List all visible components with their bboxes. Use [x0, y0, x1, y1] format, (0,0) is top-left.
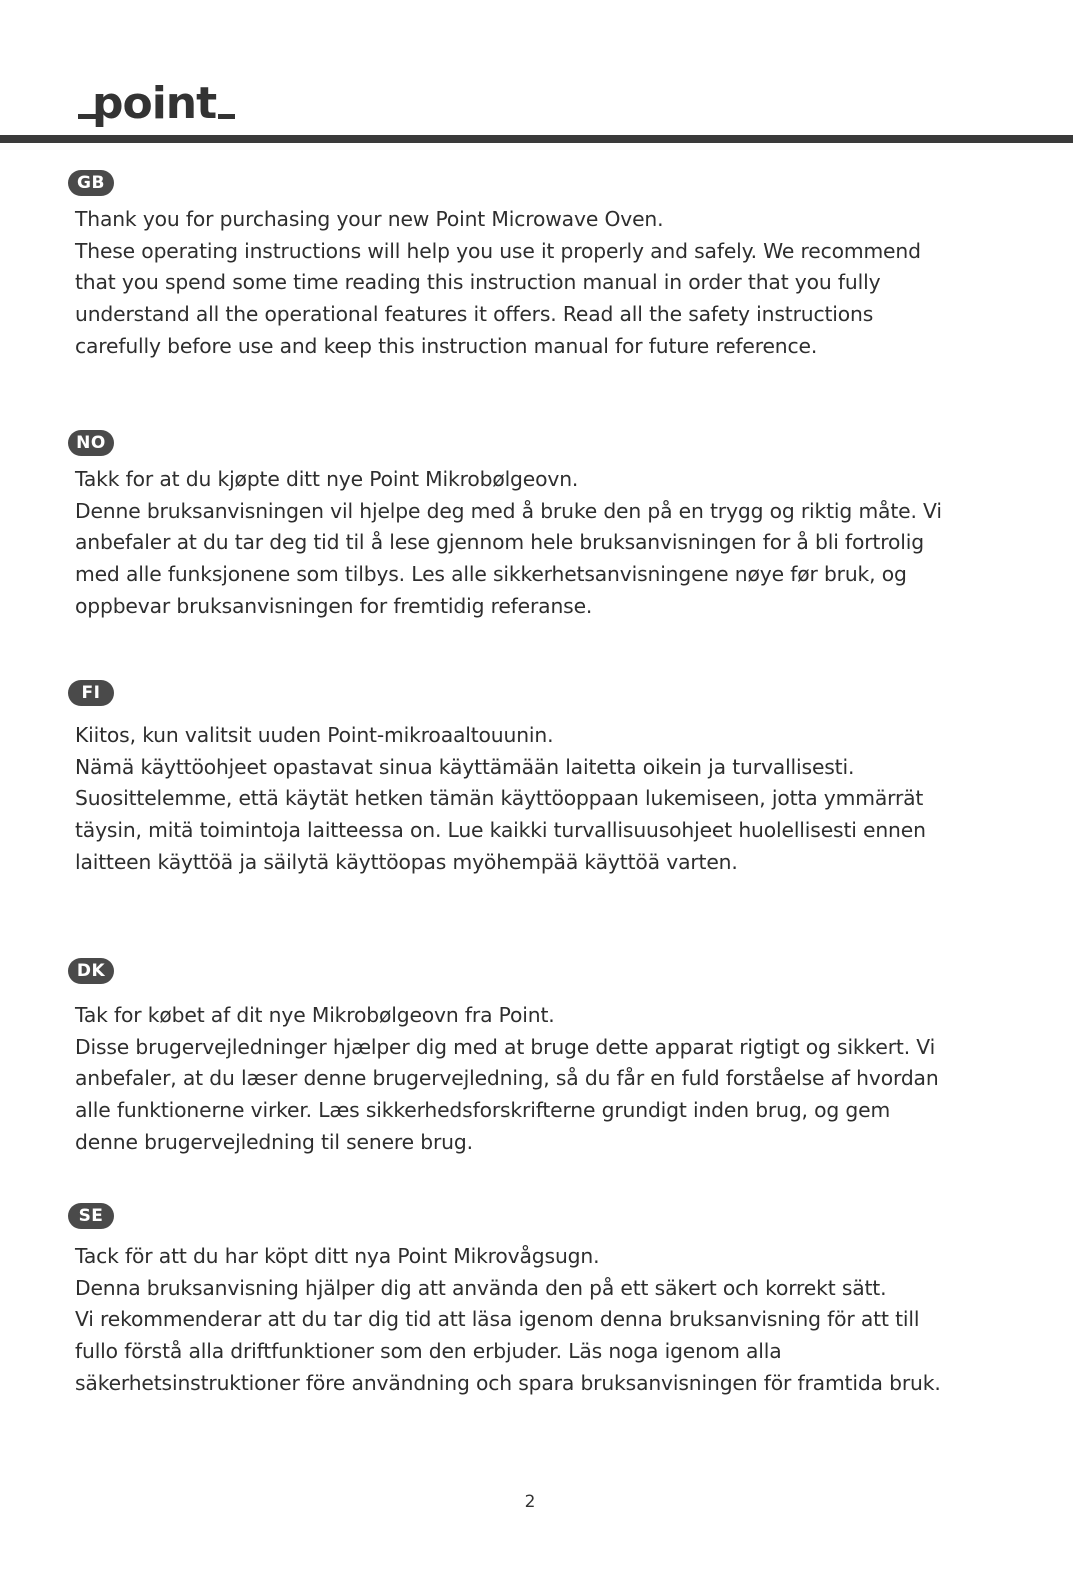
page-number: 2	[524, 1492, 536, 1512]
text-line: alle funktionerne virker. Læs sikkerhedsforskrifterne grundigt inden brug, og gem	[75, 1098, 891, 1123]
section-no-text	[75, 464, 942, 623]
text-line: laitteen käyttöä ja säilytä käyttöopas myöhempää käyttöä varten.	[75, 849, 738, 874]
text-line: säkerhetsinstruktioner före användning och spara bruksanvisningen för framtida bruk.	[75, 1370, 941, 1395]
language-badge-dk: DK	[68, 958, 114, 984]
text-line: understand all the operational features it offers. Read all the safety instructions	[75, 302, 874, 327]
text-line: Tack för att du har köpt ditt nya Point Mikrovågsugn.	[75, 1244, 600, 1268]
section-gb-text	[75, 204, 921, 363]
language-badge-no: NO	[68, 430, 114, 456]
text-line: Vi rekommenderar att du tar dig tid att läsa igenom denna bruksanvisning för att till	[75, 1307, 920, 1332]
text-line: oppbevar bruksanvisningen for fremtidig referanse.	[75, 593, 593, 618]
text-line: Denne bruksanvisningen vil hjelpe deg med å bruke den på en trygg og riktig måte. Vi	[75, 498, 942, 523]
text-line: Takk for at du kjøpte ditt nye Point Mikrobølgeovn.	[75, 467, 579, 491]
section-fi-text	[75, 720, 926, 879]
point-logo-graphic	[78, 78, 248, 140]
logo-wordmark: point	[92, 78, 217, 129]
language-badge-gb: GB	[68, 170, 114, 196]
section-dk-text	[75, 1000, 939, 1159]
language-badge-fi: FI	[68, 680, 114, 706]
text-line: Nämä käyttöohjeet opastavat sinua käyttämään laitetta oikein ja turvallisesti.	[75, 754, 855, 779]
text-line: These operating instructions will help you use it properly and safely. We recommend	[75, 238, 921, 263]
text-line: täysin, mitä toimintoja laitteessa on. Lue kaikki turvallisuusohjeet huolellisesti ennen	[75, 818, 926, 843]
text-line: med alle funksjonene som tilbys. Les alle sikkerhetsanvisningene nøye før bruk, og	[75, 562, 907, 587]
text-line: Disse brugervejledninger hjælper dig med at bruge dette apparat rigtigt og sikkert. Vi	[75, 1034, 936, 1059]
header-rule	[0, 135, 1073, 143]
section-se-text	[75, 1241, 941, 1400]
text-line: anbefaler at du tar deg tid til å lese gjennom hele bruksanvisningen for å bli fortrolig	[75, 530, 924, 555]
text-line: carefully before use and keep this instruction manual for future reference.	[75, 333, 818, 358]
language-badge-se: SE	[68, 1203, 114, 1229]
text-line: Thank you for purchasing your new Point Microwave Oven.	[75, 207, 664, 231]
text-line: Kiitos, kun valitsit uuden Point-mikroaaltouunin.	[75, 723, 554, 747]
text-line: Tak for købet af dit nye Mikrobølgeovn fra Point.	[75, 1003, 555, 1027]
text-line: fullo förstå alla driftfunktioner som den erbjuder. Läs noga igenom alla	[75, 1339, 782, 1364]
text-line: that you spend some time reading this instruction manual in order that you fully	[75, 270, 881, 295]
text-line: Denna bruksanvisning hjälper dig att använda den på ett säkert och korrekt sätt.	[75, 1275, 887, 1300]
point-logo	[78, 78, 248, 140]
text-line: denne brugervejledning til senere brug.	[75, 1129, 473, 1154]
text-line: Suosittelemme, että käytät hetken tämän käyttöoppaan lukemiseen, jotta ymmärrät	[75, 786, 924, 811]
text-line: anbefaler, at du læser denne brugervejledning, så du får en fuld forståelse af hvordan	[75, 1066, 939, 1091]
